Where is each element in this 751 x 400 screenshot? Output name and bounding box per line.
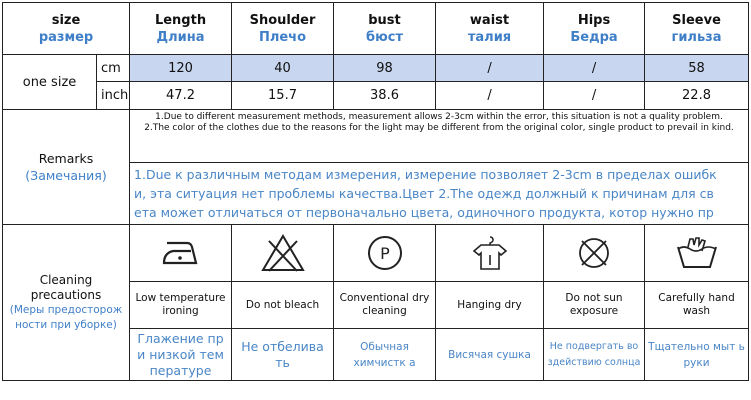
care-label-ru: Тщательно мыт ь руки [645, 329, 749, 381]
cell-sleeve-cm: 58 [645, 55, 749, 82]
cell-hips-inch: / [544, 82, 645, 110]
care-label-ru: Не подвергать во здействию солнца [544, 329, 645, 381]
care-label-en: Do not bleach [232, 282, 334, 329]
remarks-label: Remarks (Замечания) [3, 110, 130, 225]
care-label-en: Hanging dry [436, 282, 544, 329]
cell-bust-cm: 98 [334, 55, 436, 82]
svg-text:P: P [379, 244, 390, 263]
header-hips: Hips Бедра [544, 3, 645, 55]
cell-bust-inch: 38.6 [334, 82, 436, 110]
care-label-en: Low temperature ironing [130, 282, 232, 329]
cell-length-cm: 120 [130, 55, 232, 82]
hanging-dry-icon [436, 225, 544, 282]
cell-shoulder-cm: 40 [232, 55, 334, 82]
care-label-ru: Обычная химчистк а [334, 329, 436, 381]
care-label-ru: Глажение пр и низкой тем пературе [130, 329, 232, 381]
size-table [2, 2, 749, 381]
table-row [3, 55, 749, 82]
care-label-en: Conventional dry cleaning [334, 282, 436, 329]
size-chart [2, 2, 748, 396]
header-waist: waist талия [436, 3, 544, 55]
care-label-ru: Не отбелива ть [232, 329, 334, 381]
care-label-ru: Висячая сушка [436, 329, 544, 381]
unit-inch: inch [97, 82, 130, 110]
cell-length-inch: 47.2 [130, 82, 232, 110]
no-sun-exposure-icon [544, 225, 645, 282]
header-row [3, 3, 749, 55]
cleaning-label: Cleaning precautions (Меры предосторож ности при уборке) [3, 225, 130, 381]
care-label-en: Carefully hand wash [645, 282, 749, 329]
remarks-text-ru: 1.Due к различным методам измерения, измерение позволяет 2-3cm в пределах ошибк и, эта ситуация нет проблемы качества.Цвет 2.The одежд должный к причинам для св ета может отличаться от первоначально цвета, одиночного продукта, котор нужно пр [130, 163, 749, 225]
header-shoulder: Shoulder Плечо [232, 3, 334, 55]
care-icons-row [3, 225, 749, 282]
iron-low-temperature-icon [130, 225, 232, 282]
cell-shoulder-inch: 15.7 [232, 82, 334, 110]
size-label: one size [3, 55, 97, 110]
cell-waist-cm: / [436, 55, 544, 82]
cell-hips-cm: / [544, 55, 645, 82]
dry-clean-p-icon [334, 225, 436, 282]
header-sleeve: Sleeve гильза [645, 3, 749, 55]
cell-sleeve-inch: 22.8 [645, 82, 749, 110]
remarks-row-en [3, 110, 749, 163]
care-label-en: Do not sun exposure [544, 282, 645, 329]
remarks-text-en: 1.Due to different measurement methods, measurement allows 2-3cm within the error, this situation is not a quality problem. 2.The color of the clothes due to the reasons for the light may be different from the original color, single product to prevail in kind. [130, 110, 749, 163]
header-bust: bust бюст [334, 3, 436, 55]
table-row [3, 82, 749, 110]
unit-cm: cm [97, 55, 130, 82]
hand-wash-icon [645, 225, 749, 282]
header-length: Length Длина [130, 3, 232, 55]
cell-waist-inch: / [436, 82, 544, 110]
do-not-bleach-icon [232, 225, 334, 282]
header-size: size размер [3, 3, 130, 55]
